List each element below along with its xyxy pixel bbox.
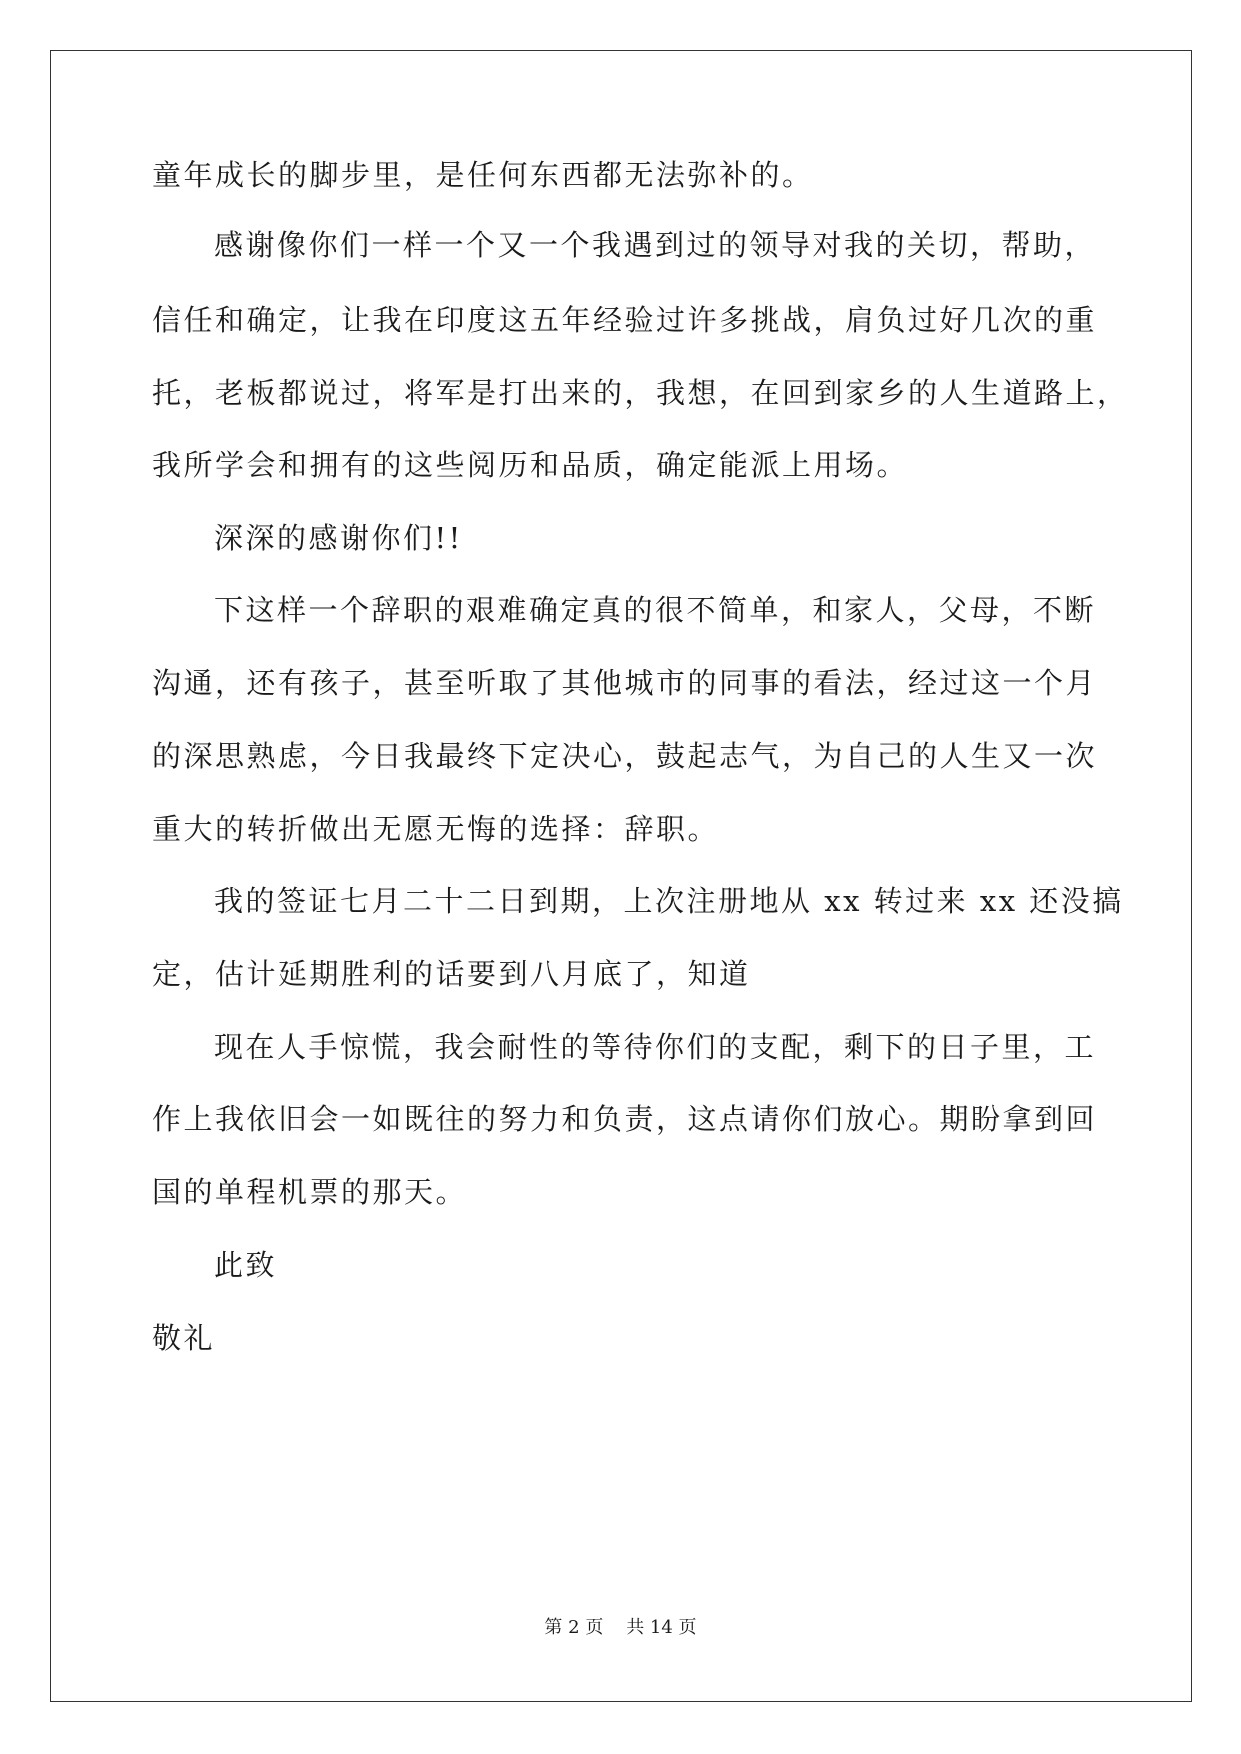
closing-regards: 敬礼	[152, 1321, 216, 1355]
page-frame	[50, 50, 1192, 1702]
text-line: 定，估计延期胜利的话要到八月底了，知道	[152, 957, 751, 991]
paragraph-start: 下这样一个辞职的艰难确定真的很不简单，和家人，父母，不断	[214, 593, 1097, 627]
text-line: 沟通，还有孩子，甚至听取了其他城市的同事的看法，经过这一个月	[152, 666, 1098, 700]
paragraph-start: 感谢像你们一样一个又一个我遇到过的领导对我的关切，帮助，	[214, 228, 1097, 262]
text-line: 童年成长的脚步里，是任何东西都无法弥补的。	[152, 158, 814, 192]
text-line: 信任和确定，让我在印度这五年经验过许多挑战，肩负过好几次的重	[152, 303, 1098, 337]
text-line: 的深思熟虑，今日我最终下定决心，鼓起志气，为自己的人生又一次	[152, 739, 1098, 773]
text-line: 我所学会和拥有的这些阅历和品质，确定能派上用场。	[152, 448, 909, 482]
paragraph-start: 我的签证七月二十二日到期，上次注册地从 xx 转过来 xx 还没搞	[214, 884, 1124, 918]
paragraph-start: 现在人手惊慌，我会耐性的等待你们的支配，剩下的日子里，工	[214, 1030, 1097, 1064]
closing-salutation: 此致	[214, 1248, 278, 1282]
paragraph-start: 深深的感谢你们!!	[214, 521, 463, 555]
page-number-footer: 第 2 页 共 14 页	[544, 1617, 697, 1638]
text-line: 国的单程机票的那天。	[152, 1175, 468, 1209]
text-line: 重大的转折做出无愿无悔的选择：辞职。	[152, 812, 720, 846]
text-line: 作上我依旧会一如既往的努力和负责，这点请你们放心。期盼拿到回	[152, 1102, 1098, 1136]
text-line: 托，老板都说过，将军是打出来的，我想，在回到家乡的人生道路上，	[152, 376, 1129, 410]
